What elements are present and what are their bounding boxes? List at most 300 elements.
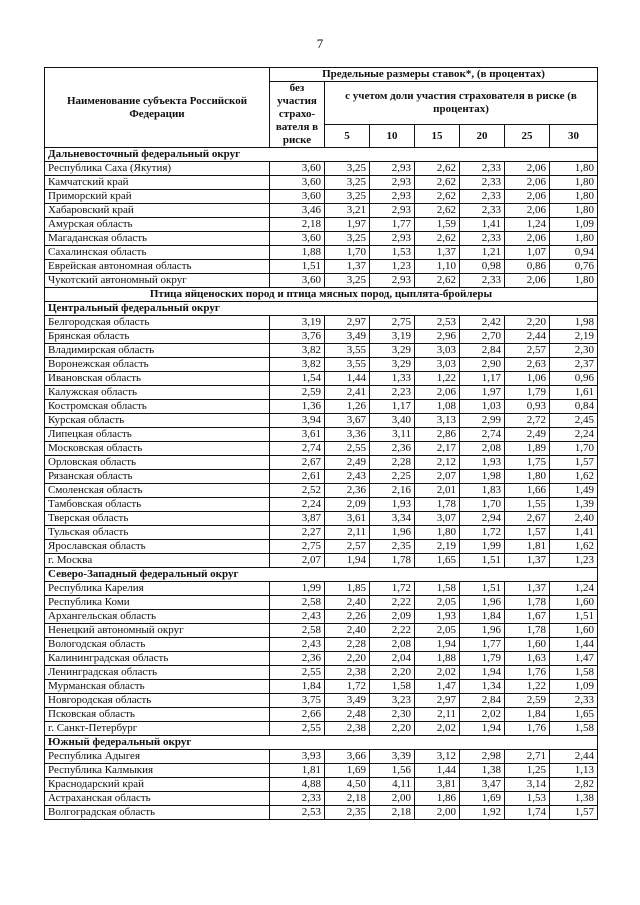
rate-cell: 2,05 xyxy=(415,624,460,638)
rate-cell: 1,51 xyxy=(460,582,505,596)
rate-cell: 2,53 xyxy=(415,316,460,330)
rate-no-share-cell: 3,75 xyxy=(270,694,325,708)
rate-cell: 1,65 xyxy=(550,708,598,722)
rate-no-share-cell: 2,43 xyxy=(270,638,325,652)
rate-cell: 1,85 xyxy=(325,582,370,596)
region-name: Республика Карелия xyxy=(45,582,270,596)
rate-cell: 1,84 xyxy=(460,610,505,624)
pct-header: 10 xyxy=(370,125,415,148)
table-row xyxy=(45,750,598,764)
rate-cell: 2,67 xyxy=(505,512,550,526)
rate-cell: 2,99 xyxy=(460,414,505,428)
rate-cell: 1,47 xyxy=(415,680,460,694)
rate-cell: 1,09 xyxy=(550,680,598,694)
rate-cell: 2,02 xyxy=(415,666,460,680)
region-name: Астраханская область xyxy=(45,792,270,806)
pct-header: 15 xyxy=(415,125,460,148)
rate-cell: 1,78 xyxy=(505,624,550,638)
rate-cell: 2,22 xyxy=(370,596,415,610)
region-name: Ивановская область xyxy=(45,372,270,386)
rate-cell: 3,61 xyxy=(325,512,370,526)
rate-cell: 1,72 xyxy=(325,680,370,694)
rates-main-header: Предельные размеры ставок*, (в процентах) xyxy=(270,68,598,82)
pct-header: 5 xyxy=(325,125,370,148)
rate-cell: 2,55 xyxy=(325,442,370,456)
rate-cell: 1,22 xyxy=(505,680,550,694)
table-row xyxy=(45,204,598,218)
rate-cell: 3,29 xyxy=(370,358,415,372)
rate-cell: 2,25 xyxy=(370,470,415,484)
rate-cell: 2,44 xyxy=(550,750,598,764)
rate-cell: 0,98 xyxy=(460,260,505,274)
rate-cell: 1,49 xyxy=(550,484,598,498)
table-row xyxy=(45,596,598,610)
table-row xyxy=(45,582,598,596)
rate-cell: 2,20 xyxy=(370,666,415,680)
rate-cell: 2,57 xyxy=(325,540,370,554)
rate-cell: 3,55 xyxy=(325,358,370,372)
rate-cell: 2,41 xyxy=(325,386,370,400)
rate-cell: 1,79 xyxy=(505,386,550,400)
rate-no-share-cell: 3,76 xyxy=(270,330,325,344)
table-row xyxy=(45,680,598,694)
table-row xyxy=(45,218,598,232)
rate-cell: 3,03 xyxy=(415,358,460,372)
rate-cell: 2,72 xyxy=(505,414,550,428)
rate-cell: 1,93 xyxy=(460,456,505,470)
rate-cell: 1,39 xyxy=(550,498,598,512)
rate-no-share-cell: 2,18 xyxy=(270,218,325,232)
rate-cell: 3,36 xyxy=(325,428,370,442)
rate-cell: 3,21 xyxy=(325,204,370,218)
region-name: Чукотский автономный округ xyxy=(45,274,270,288)
rate-cell: 1,77 xyxy=(460,638,505,652)
rate-no-share-cell: 2,58 xyxy=(270,596,325,610)
rate-cell: 2,08 xyxy=(370,638,415,652)
rate-cell: 2,20 xyxy=(370,722,415,736)
rate-cell: 3,81 xyxy=(415,778,460,792)
rate-cell: 1,55 xyxy=(505,498,550,512)
rate-cell: 1,07 xyxy=(505,246,550,260)
rate-no-share-cell: 4,88 xyxy=(270,778,325,792)
table-row xyxy=(45,624,598,638)
rate-cell: 1,44 xyxy=(415,764,460,778)
rate-no-share-cell: 3,19 xyxy=(270,316,325,330)
rate-cell: 2,00 xyxy=(415,806,460,820)
rate-cell: 4,50 xyxy=(325,778,370,792)
rate-cell: 2,74 xyxy=(460,428,505,442)
rate-cell: 1,34 xyxy=(460,680,505,694)
table-row xyxy=(45,708,598,722)
rate-cell: 2,07 xyxy=(415,470,460,484)
rate-cell: 2,86 xyxy=(415,428,460,442)
table-row xyxy=(45,232,598,246)
rate-cell: 1,67 xyxy=(505,610,550,624)
rate-cell: 1,76 xyxy=(505,722,550,736)
region-name: Ярославская область xyxy=(45,540,270,554)
rate-cell: 2,04 xyxy=(370,652,415,666)
section-title: Северо-Западный федеральный округ xyxy=(45,568,598,582)
rate-cell: 3,49 xyxy=(325,694,370,708)
table-row xyxy=(45,358,598,372)
region-name: Калужская область xyxy=(45,386,270,400)
rate-cell: 1,51 xyxy=(550,610,598,624)
rate-no-share-cell: 1,51 xyxy=(270,260,325,274)
rate-no-share-cell: 1,81 xyxy=(270,764,325,778)
region-name: Вологодская область xyxy=(45,638,270,652)
rate-no-share-cell: 3,60 xyxy=(270,162,325,176)
rate-cell: 2,93 xyxy=(370,274,415,288)
rate-cell: 2,37 xyxy=(550,358,598,372)
rate-cell: 2,06 xyxy=(505,274,550,288)
region-name: Псковская область xyxy=(45,708,270,722)
region-name: Брянская область xyxy=(45,330,270,344)
rate-cell: 1,89 xyxy=(505,442,550,456)
rate-cell: 4,11 xyxy=(370,778,415,792)
rate-cell: 2,06 xyxy=(505,176,550,190)
rate-cell: 0,93 xyxy=(505,400,550,414)
rate-cell: 2,40 xyxy=(325,624,370,638)
rate-cell: 1,62 xyxy=(550,540,598,554)
rate-cell: 1,08 xyxy=(415,400,460,414)
rate-no-share-cell: 2,74 xyxy=(270,442,325,456)
rate-cell: 2,84 xyxy=(460,344,505,358)
rate-cell: 2,06 xyxy=(505,232,550,246)
rate-no-share-cell: 2,61 xyxy=(270,470,325,484)
table-row xyxy=(45,498,598,512)
region-name: Воронежская область xyxy=(45,358,270,372)
rate-cell: 1,51 xyxy=(460,554,505,568)
rate-cell: 1,69 xyxy=(460,792,505,806)
table-row xyxy=(45,512,598,526)
rate-cell: 2,06 xyxy=(505,162,550,176)
rate-cell: 3,47 xyxy=(460,778,505,792)
rate-cell: 3,23 xyxy=(370,694,415,708)
rate-cell: 1,47 xyxy=(550,652,598,666)
rate-cell: 2,96 xyxy=(415,330,460,344)
rate-cell: 3,25 xyxy=(325,176,370,190)
table-row xyxy=(45,470,598,484)
rate-no-share-cell: 2,36 xyxy=(270,652,325,666)
rate-cell: 1,77 xyxy=(370,218,415,232)
rate-cell: 2,70 xyxy=(460,330,505,344)
rate-cell: 1,72 xyxy=(370,582,415,596)
rate-cell: 2,33 xyxy=(460,190,505,204)
table-row xyxy=(45,722,598,736)
rate-cell: 2,17 xyxy=(415,442,460,456)
rate-cell: 2,19 xyxy=(415,540,460,554)
rate-cell: 2,06 xyxy=(505,190,550,204)
rate-cell: 1,94 xyxy=(415,638,460,652)
rate-cell: 2,28 xyxy=(370,456,415,470)
rate-no-share-cell: 1,99 xyxy=(270,582,325,596)
table-row xyxy=(45,540,598,554)
category-row xyxy=(45,288,598,302)
rate-cell: 1,80 xyxy=(550,204,598,218)
table-row xyxy=(45,484,598,498)
page-number: 7 xyxy=(316,36,324,51)
rate-cell: 3,11 xyxy=(370,428,415,442)
rate-cell: 1,24 xyxy=(550,582,598,596)
rate-cell: 0,84 xyxy=(550,400,598,414)
rate-cell: 2,93 xyxy=(370,204,415,218)
rate-cell: 2,38 xyxy=(325,722,370,736)
rate-cell: 2,40 xyxy=(325,596,370,610)
rate-cell: 3,25 xyxy=(325,190,370,204)
region-name: Курская область xyxy=(45,414,270,428)
table-row xyxy=(45,330,598,344)
rate-cell: 1,24 xyxy=(505,218,550,232)
rate-cell: 1,66 xyxy=(505,484,550,498)
rate-cell: 1,26 xyxy=(325,400,370,414)
section-row xyxy=(45,736,598,750)
region-name: Новгородская область xyxy=(45,694,270,708)
table-row xyxy=(45,428,598,442)
rate-cell: 1,93 xyxy=(370,498,415,512)
rate-cell: 3,14 xyxy=(505,778,550,792)
rate-cell: 2,02 xyxy=(460,708,505,722)
rate-no-share-cell: 2,59 xyxy=(270,386,325,400)
rate-cell: 2,00 xyxy=(370,792,415,806)
table-row xyxy=(45,316,598,330)
rate-cell: 2,62 xyxy=(415,204,460,218)
rate-cell: 2,26 xyxy=(325,610,370,624)
rate-no-share-cell: 3,61 xyxy=(270,428,325,442)
rate-cell: 1,22 xyxy=(415,372,460,386)
rate-cell: 2,05 xyxy=(415,596,460,610)
rate-no-share-cell: 2,07 xyxy=(270,554,325,568)
region-name: Сахалинская область xyxy=(45,246,270,260)
table-row xyxy=(45,386,598,400)
rate-cell: 1,92 xyxy=(460,806,505,820)
rate-cell: 1,70 xyxy=(550,442,598,456)
rate-cell: 1,44 xyxy=(325,372,370,386)
rate-no-share-cell: 2,43 xyxy=(270,610,325,624)
rate-cell: 1,80 xyxy=(550,162,598,176)
rate-cell: 1,94 xyxy=(460,722,505,736)
rate-cell: 2,33 xyxy=(460,232,505,246)
rate-cell: 1,96 xyxy=(370,526,415,540)
table-header xyxy=(45,68,598,148)
rate-cell: 1,37 xyxy=(505,554,550,568)
region-name: Приморский край xyxy=(45,190,270,204)
rate-cell: 1,78 xyxy=(415,498,460,512)
rates-table xyxy=(44,67,598,820)
region-name: Еврейская автономная область xyxy=(45,260,270,274)
rate-no-share-cell: 3,46 xyxy=(270,204,325,218)
region-column-header: Наименование субъекта Российской Федерации xyxy=(45,68,270,148)
region-name: Хабаровский край xyxy=(45,204,270,218)
rate-cell: 1,99 xyxy=(460,540,505,554)
rate-cell: 1,37 xyxy=(325,260,370,274)
region-name: Тамбовская область xyxy=(45,498,270,512)
rate-cell: 2,23 xyxy=(370,386,415,400)
region-name: г. Москва xyxy=(45,554,270,568)
table-row xyxy=(45,792,598,806)
rate-cell: 1,58 xyxy=(370,680,415,694)
rate-cell: 1,88 xyxy=(415,652,460,666)
rate-cell: 2,01 xyxy=(415,484,460,498)
rate-cell: 1,25 xyxy=(505,764,550,778)
rate-cell: 1,57 xyxy=(505,526,550,540)
region-name: Владимирская область xyxy=(45,344,270,358)
rate-no-share-cell: 3,60 xyxy=(270,232,325,246)
rate-cell: 2,42 xyxy=(460,316,505,330)
section-title: Дальневосточный федеральный округ xyxy=(45,148,598,162)
rate-cell: 3,19 xyxy=(370,330,415,344)
rate-cell: 2,97 xyxy=(325,316,370,330)
rate-cell: 1,60 xyxy=(505,638,550,652)
rate-cell: 2,11 xyxy=(325,526,370,540)
rate-cell: 3,25 xyxy=(325,232,370,246)
table-row xyxy=(45,400,598,414)
rate-cell: 2,57 xyxy=(505,344,550,358)
table-row xyxy=(45,638,598,652)
pct-header: 20 xyxy=(460,125,505,148)
region-name: Рязанская область xyxy=(45,470,270,484)
rate-no-share-cell: 2,66 xyxy=(270,708,325,722)
rate-cell: 1,38 xyxy=(460,764,505,778)
region-name: Мурманская область xyxy=(45,680,270,694)
rate-cell: 2,02 xyxy=(415,722,460,736)
region-name: Тульская область xyxy=(45,526,270,540)
rate-cell: 0,96 xyxy=(550,372,598,386)
rate-cell: 1,57 xyxy=(550,806,598,820)
region-name: Республика Коми xyxy=(45,596,270,610)
table-row xyxy=(45,176,598,190)
rate-cell: 1,70 xyxy=(460,498,505,512)
region-name: Волгоградская область xyxy=(45,806,270,820)
region-name: Камчатский край xyxy=(45,176,270,190)
rate-cell: 2,33 xyxy=(460,162,505,176)
rate-cell: 2,11 xyxy=(415,708,460,722)
region-name: Ленинградская область xyxy=(45,666,270,680)
rate-cell: 1,57 xyxy=(550,456,598,470)
rate-cell: 2,06 xyxy=(415,386,460,400)
rate-cell: 0,76 xyxy=(550,260,598,274)
rate-cell: 1,74 xyxy=(505,806,550,820)
rate-cell: 3,55 xyxy=(325,344,370,358)
rate-cell: 2,20 xyxy=(325,652,370,666)
rate-cell: 2,35 xyxy=(325,806,370,820)
table-row xyxy=(45,246,598,260)
rate-cell: 3,39 xyxy=(370,750,415,764)
pct-header: 25 xyxy=(505,125,550,148)
rate-cell: 2,09 xyxy=(370,610,415,624)
region-name: Тверская область xyxy=(45,512,270,526)
rate-cell: 2,49 xyxy=(325,456,370,470)
rate-cell: 3,13 xyxy=(415,414,460,428)
rate-cell: 2,82 xyxy=(550,778,598,792)
rate-cell: 1,41 xyxy=(550,526,598,540)
rate-cell: 2,93 xyxy=(370,190,415,204)
table-row xyxy=(45,456,598,470)
rate-cell: 3,07 xyxy=(415,512,460,526)
rate-cell: 1,84 xyxy=(505,708,550,722)
rate-no-share-cell: 3,94 xyxy=(270,414,325,428)
region-name: Республика Саха (Якутия) xyxy=(45,162,270,176)
rate-cell: 1,97 xyxy=(325,218,370,232)
rate-cell: 1,75 xyxy=(505,456,550,470)
rate-no-share-cell: 1,84 xyxy=(270,680,325,694)
rate-cell: 1,33 xyxy=(370,372,415,386)
rate-cell: 1,17 xyxy=(370,400,415,414)
rate-cell: 0,94 xyxy=(550,246,598,260)
rate-cell: 1,60 xyxy=(550,596,598,610)
rate-cell: 3,66 xyxy=(325,750,370,764)
rate-cell: 1,23 xyxy=(550,554,598,568)
rate-cell: 1,72 xyxy=(460,526,505,540)
no-share-header: без участия страхо-вателя в риске xyxy=(270,82,325,148)
rate-no-share-cell: 2,33 xyxy=(270,792,325,806)
rate-cell: 2,44 xyxy=(505,330,550,344)
section-title: Центральный федеральный округ xyxy=(45,302,598,316)
rate-cell: 1,96 xyxy=(460,596,505,610)
rate-cell: 2,24 xyxy=(550,428,598,442)
rate-no-share-cell: 2,75 xyxy=(270,540,325,554)
table-body xyxy=(45,148,598,820)
rate-cell: 1,78 xyxy=(370,554,415,568)
rate-cell: 2,19 xyxy=(550,330,598,344)
rate-no-share-cell: 3,82 xyxy=(270,344,325,358)
rate-cell: 2,16 xyxy=(370,484,415,498)
rate-cell: 2,84 xyxy=(460,694,505,708)
rate-no-share-cell: 3,93 xyxy=(270,750,325,764)
rate-cell: 1,44 xyxy=(550,638,598,652)
region-name: Московская область xyxy=(45,442,270,456)
rate-cell: 2,36 xyxy=(370,442,415,456)
rate-cell: 1,53 xyxy=(370,246,415,260)
rate-cell: 2,18 xyxy=(325,792,370,806)
rate-cell: 2,62 xyxy=(415,232,460,246)
rate-cell: 2,22 xyxy=(370,624,415,638)
rate-cell: 1,86 xyxy=(415,792,460,806)
rate-cell: 2,09 xyxy=(325,498,370,512)
rate-cell: 2,63 xyxy=(505,358,550,372)
rate-cell: 2,45 xyxy=(550,414,598,428)
rate-cell: 2,08 xyxy=(460,442,505,456)
rate-cell: 3,49 xyxy=(325,330,370,344)
rate-cell: 0,86 xyxy=(505,260,550,274)
rate-cell: 2,40 xyxy=(550,512,598,526)
rate-no-share-cell: 3,60 xyxy=(270,274,325,288)
section-row xyxy=(45,148,598,162)
table-row xyxy=(45,372,598,386)
rate-cell: 2,59 xyxy=(505,694,550,708)
pct-header: 30 xyxy=(550,125,598,148)
region-name: Краснодарский край xyxy=(45,778,270,792)
rate-cell: 1,21 xyxy=(460,246,505,260)
rate-cell: 2,93 xyxy=(370,162,415,176)
rate-no-share-cell: 3,87 xyxy=(270,512,325,526)
rate-cell: 2,38 xyxy=(325,666,370,680)
table-row xyxy=(45,162,598,176)
table-row xyxy=(45,806,598,820)
region-name: Архангельская область xyxy=(45,610,270,624)
rate-cell: 1,80 xyxy=(550,274,598,288)
rate-cell: 3,03 xyxy=(415,344,460,358)
rate-cell: 3,29 xyxy=(370,344,415,358)
rate-cell: 1,80 xyxy=(415,526,460,540)
rate-cell: 1,70 xyxy=(325,246,370,260)
rate-cell: 1,80 xyxy=(550,232,598,246)
rate-no-share-cell: 1,54 xyxy=(270,372,325,386)
rate-cell: 3,34 xyxy=(370,512,415,526)
table-row xyxy=(45,190,598,204)
rate-no-share-cell: 2,55 xyxy=(270,722,325,736)
region-name: Липецкая область xyxy=(45,428,270,442)
rate-cell: 2,36 xyxy=(325,484,370,498)
